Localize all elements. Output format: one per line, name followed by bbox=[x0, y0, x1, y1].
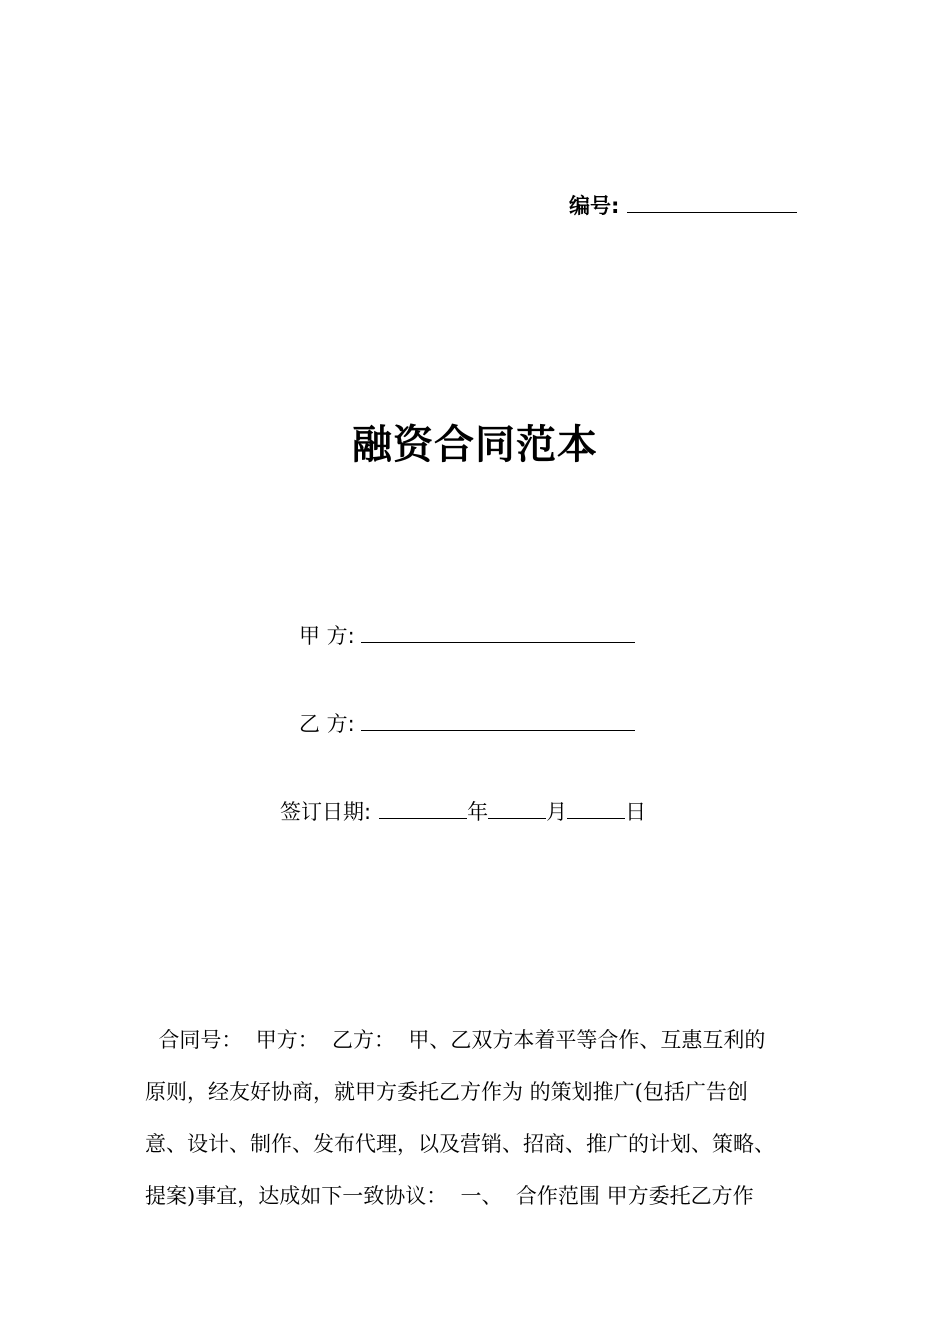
party-a-label: 甲 方: bbox=[299, 624, 355, 648]
serial-number-blank bbox=[627, 192, 797, 213]
party-b-label: 乙 方: bbox=[299, 712, 355, 736]
body-line: 合同号： 甲方： 乙方： 甲、乙双方本着平等合作、互惠互利的 bbox=[145, 1028, 766, 1052]
document-title: 融资合同范本 bbox=[352, 422, 598, 468]
body-line: 提案)事宜，达成如下一致协议： 一、 合作范围 甲方委托乙方作 bbox=[145, 1184, 754, 1208]
serial-number-label: 编号: bbox=[569, 194, 620, 218]
party-a-blank bbox=[361, 622, 635, 643]
year-label: 年 bbox=[467, 800, 489, 824]
serial-number-field bbox=[569, 190, 797, 220]
body-line: 意、设计、制作、发布代理，以及营销、招商、推广的计划、策略、 bbox=[145, 1132, 775, 1156]
day-label: 日 bbox=[625, 800, 647, 824]
party-b-blank bbox=[361, 710, 635, 731]
body-line: 原则，经友好协商，就甲方委托乙方作为 的策划推广(包括广告创 bbox=[145, 1080, 748, 1104]
month-blank bbox=[488, 798, 546, 819]
day-blank bbox=[567, 798, 625, 819]
party-a-field bbox=[299, 620, 635, 650]
year-blank bbox=[379, 798, 467, 819]
signing-date-label: 签订日期: bbox=[280, 800, 372, 824]
party-b-field bbox=[299, 708, 635, 738]
month-label: 月 bbox=[546, 800, 568, 824]
signing-date-field bbox=[280, 796, 646, 826]
contract-body bbox=[145, 1022, 825, 1230]
